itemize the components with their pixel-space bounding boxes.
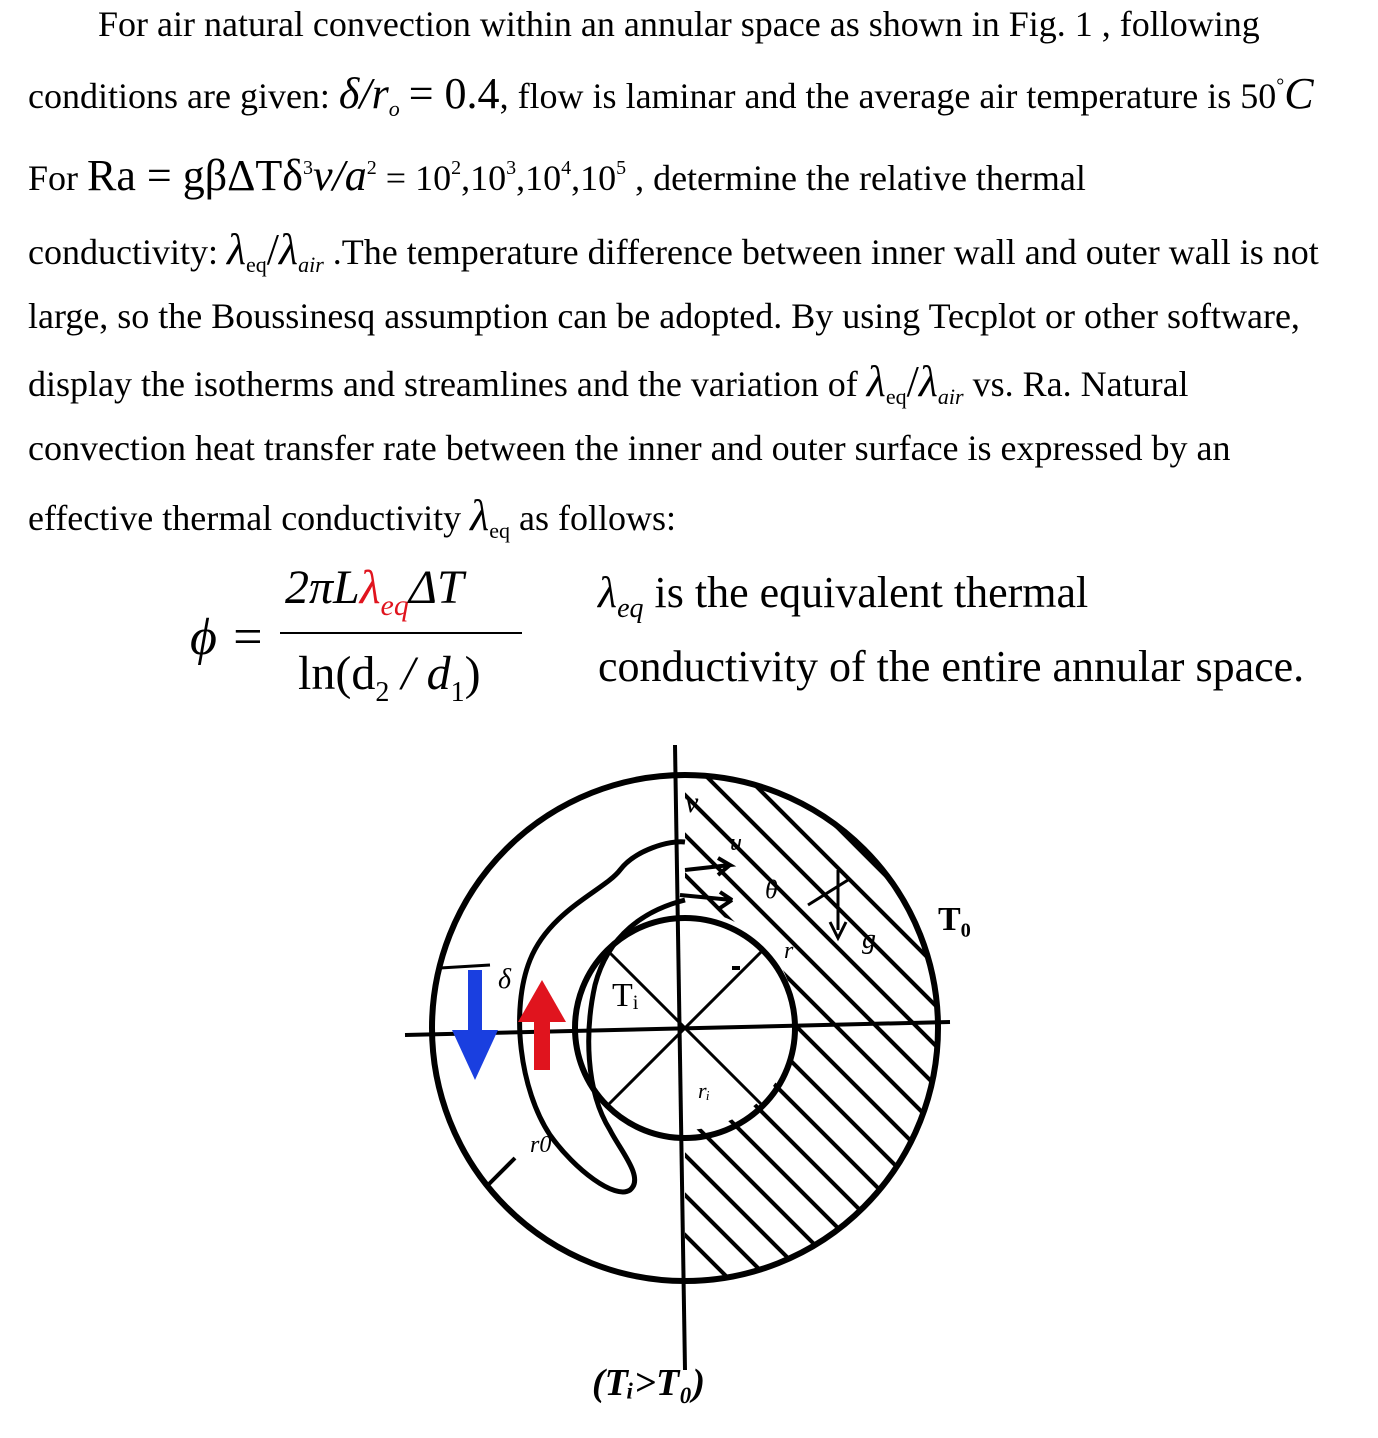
delta-dimension <box>440 965 490 968</box>
nu-over-a: ν/a <box>313 151 367 200</box>
formula-denominator <box>298 646 481 709</box>
problem-line-6 <box>28 357 1189 409</box>
label-To: T₀ <box>938 901 971 938</box>
note-line-2: conductivity of the entire annular space. <box>598 642 1305 691</box>
note-line-1 <box>598 564 1304 638</box>
superscript: 2 <box>366 157 377 179</box>
lambda-symbol: λ <box>598 568 618 617</box>
heat-rate-formula <box>190 560 540 710</box>
line-text: For air natural convection within an annular space as shown in Fig. 1 , following <box>98 4 1260 44</box>
subscript: 2 <box>375 677 390 708</box>
degree-symbol: ° <box>1276 75 1285 97</box>
lambda-symbol: λ <box>918 357 938 406</box>
label-r: r <box>784 938 794 964</box>
fraction-bar <box>280 632 522 634</box>
line-text: .The temperature difference between inner wall and outer wall is not <box>323 232 1319 272</box>
subscript-eq: eq <box>246 252 267 277</box>
line-text: display the isotherms and streamlines and the variation of <box>28 364 867 404</box>
line-text: , flow is laminar and the average air temperature is 50 <box>499 76 1277 116</box>
subscript: 1 <box>450 677 465 708</box>
line-text: vs. Ra. Natural <box>963 364 1189 404</box>
problem-line-8 <box>28 491 676 543</box>
figure-caption: (Tᵢ>T₀) <box>592 1362 706 1404</box>
up-arrow-icon <box>518 980 566 1070</box>
line-text: conductivity: <box>28 232 227 272</box>
ratio-value: = 0.4 <box>408 69 500 118</box>
down-arrow-icon <box>452 970 498 1080</box>
numerator-part: ΔT <box>408 561 464 614</box>
lambda-eq-note <box>598 564 1304 696</box>
superscript: 3 <box>303 157 313 179</box>
slash: / <box>266 225 280 274</box>
annulus-figure <box>380 730 980 1420</box>
subscript-eq: eq <box>885 384 907 409</box>
lambda-symbol: λ <box>359 561 381 614</box>
lambda-symbol: λ <box>866 357 886 406</box>
label-ri: rᵢ <box>698 1078 711 1103</box>
problem-line-5 <box>28 298 1300 334</box>
ra-value: 10 <box>415 158 452 198</box>
line-text: large, so the Boussinesq assumption can be adopted. By using Tecplot or other software, <box>28 296 1300 336</box>
ra-value: ,10 <box>516 158 562 198</box>
equals: = <box>376 158 416 198</box>
exponent: 2 <box>451 157 462 179</box>
u-arrow-icon <box>685 858 730 875</box>
denominator-part: / d <box>389 647 451 700</box>
label-Ti: Tᵢ <box>612 977 639 1014</box>
label-r0: r0 <box>530 1132 552 1158</box>
problem-line-1 <box>98 6 1260 42</box>
problem-line-2 <box>28 69 1314 121</box>
numerator-part: 2πL <box>285 561 360 614</box>
label-g: g <box>862 924 876 955</box>
subscript-eq: eq <box>489 518 510 543</box>
vertical-axis <box>675 745 685 1370</box>
line-text: convection heat transfer rate between the inner and outer surface is expressed by an <box>28 428 1231 468</box>
lambda-symbol: λ <box>226 225 247 274</box>
lambda-symbol: λ <box>279 225 299 274</box>
label-u: u <box>730 830 742 856</box>
line-text: For <box>28 158 88 198</box>
rayleigh-definition: Ra = gβΔTδ <box>87 151 303 200</box>
denominator-part: ) <box>464 647 481 700</box>
ra-value: ,10 <box>571 158 617 198</box>
phi-symbol: ϕ = <box>190 609 266 666</box>
problem-line-4 <box>28 225 1319 277</box>
lambda-symbol: λ <box>470 491 490 540</box>
line-text: effective thermal conductivity <box>28 498 471 538</box>
hatch-pattern <box>410 730 980 1360</box>
label-theta: θ <box>765 875 778 904</box>
ra-value: ,10 <box>461 158 507 198</box>
exponent: 4 <box>561 157 572 179</box>
line-text: , determine the relative thermal <box>626 158 1086 198</box>
label-delta: δ <box>498 964 512 995</box>
note-text: is the equivalent thermal <box>643 568 1089 617</box>
r0-radius <box>488 1158 515 1185</box>
subscript-o: o <box>388 96 400 121</box>
delta-over-r: δ/r <box>338 69 389 118</box>
formula-numerator <box>285 560 464 623</box>
label-v: v <box>685 786 699 819</box>
problem-line-3 <box>28 151 1086 200</box>
problem-line-7 <box>28 430 1230 466</box>
slash: / <box>906 357 919 406</box>
subscript-air: air <box>298 252 324 277</box>
subscript-air: air <box>937 384 964 409</box>
line-text: as follows: <box>510 498 676 538</box>
line-text: conditions are given: <box>28 76 339 116</box>
unit-c: C <box>1284 69 1314 118</box>
denominator-part: ln(d <box>298 647 376 700</box>
subscript-eq: eq <box>617 593 644 624</box>
exponent: 5 <box>616 157 627 179</box>
exponent: 3 <box>506 157 517 179</box>
subscript-eq: eq <box>380 589 409 622</box>
